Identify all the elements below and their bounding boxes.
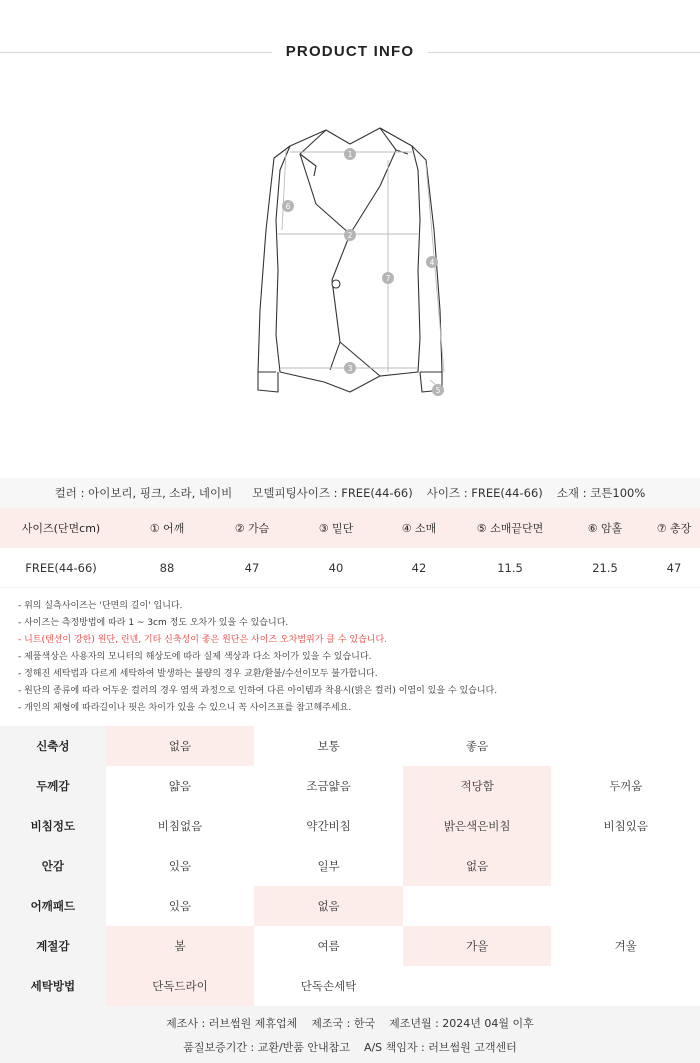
feature-option: 단독손세탁 [254, 966, 403, 1006]
feature-option: 약간비침 [254, 806, 403, 846]
manufacturer-footer [0, 1006, 700, 1063]
date-info: 제조년월 : 2024년 04월 이후 [389, 1017, 534, 1030]
note-line: - 원단의 종류에 따라 어두운 컬러의 경우 염색 과정으로 인하여 다른 아이템과 착용시(밝은 컬러) 이염이 있을 수 있습니다. [18, 686, 498, 696]
note-line: - 사이즈는 측정방법에 따라 1 ~ 3cm 정도 오차가 있을 수 있습니다. [18, 618, 289, 628]
feature-table [0, 726, 700, 1006]
feature-option: 두꺼움 [551, 766, 700, 806]
note-line: - 개인의 체형에 따라길이나 핏은 차이가 있을 수 있으니 꼭 사이즈표를 참고해주세요. [18, 703, 352, 713]
note-line-warning: - 니트(텐션이 강한) 원단, 린넨, 기타 신축성이 좋은 원단은 사이즈 오차범위가 클 수 있습니다. [18, 635, 388, 645]
feature-row-sheerness [0, 806, 700, 846]
marker-6 [282, 200, 294, 212]
feature-label: 두께감 [0, 766, 106, 806]
color-info: 컬러 : 아이보리, 핑크, 소라, 네이비 [54, 486, 233, 500]
svg-text:2: 2 [347, 231, 353, 240]
marker-1 [344, 148, 356, 160]
feature-row-thickness [0, 766, 700, 806]
feature-label: 세탁방법 [0, 966, 106, 1006]
size-header-cell: ② 가슴 [234, 522, 270, 535]
size-cell: 21.5 [592, 560, 618, 575]
page-title: PRODUCT INFO [285, 43, 415, 60]
feature-option-selected: 가을 [403, 926, 552, 966]
model-size-info: 모델피팅사이즈 : FREE(44-66) [252, 486, 413, 500]
feature-option: 일부 [254, 846, 403, 886]
feature-row-lining [0, 846, 700, 886]
size-header-cell: 사이즈(단면cm) [21, 522, 101, 535]
marker-2 [344, 229, 356, 241]
feature-option-empty [551, 966, 700, 1006]
table-row [0, 548, 700, 588]
header-divider-right [428, 52, 700, 53]
maker-info: 제조사 : 러브썸원 제휴업체 [166, 1017, 298, 1030]
feature-option: 여름 [254, 926, 403, 966]
feature-label: 비침정도 [0, 806, 106, 846]
size-cell: 11.5 [497, 560, 523, 575]
svg-text:6: 6 [285, 202, 291, 211]
size-header-cell: ⑤ 소매끝단면 [476, 522, 544, 535]
size-cell: 88 [159, 560, 175, 575]
feature-option-empty [403, 966, 552, 1006]
feature-label: 안감 [0, 846, 106, 886]
feature-row-season [0, 926, 700, 966]
marker-4 [426, 256, 438, 268]
feature-option-selected: 없음 [403, 846, 552, 886]
size-notes [18, 598, 688, 717]
feature-option-selected: 없음 [254, 886, 403, 926]
feature-row-stretch [0, 726, 700, 766]
feature-label: 어깨패드 [0, 886, 106, 926]
feature-option-empty [551, 886, 700, 926]
size-header-cell: ⑥ 암홀 [587, 522, 623, 535]
jacket-illustration [230, 110, 470, 410]
feature-option: 보통 [254, 726, 403, 766]
feature-option-selected: 봄 [106, 926, 255, 966]
feature-option: 비침없음 [106, 806, 255, 846]
footer-line [0, 1035, 700, 1059]
as-info: A/S 책임자 : 러브썸원 고객센터 [363, 1041, 517, 1054]
feature-option: 좋음 [403, 726, 552, 766]
size-cell: 47 [244, 560, 260, 575]
size-header-cell: ③ 밑단 [318, 522, 354, 535]
feature-option-selected: 없음 [106, 726, 255, 766]
feature-row-shoulder-pad [0, 886, 700, 926]
feature-option-empty [403, 886, 552, 926]
feature-row-washing [0, 966, 700, 1006]
size-table [0, 508, 700, 588]
size-header-cell: ⑦ 총장 [656, 522, 692, 535]
marker-7 [382, 272, 394, 284]
country-info: 제조국 : 한국 [311, 1017, 376, 1030]
size-cell: 42 [411, 560, 427, 575]
warranty-info: 품질보증기간 : 교환/반품 안내참고 [183, 1041, 350, 1054]
header-divider-left [0, 52, 272, 53]
feature-option: 겨울 [551, 926, 700, 966]
size-info: 사이즈 : FREE(44-66) [426, 486, 543, 500]
feature-option-empty [551, 726, 700, 766]
feature-option: 조금얇음 [254, 766, 403, 806]
material-info: 소재 : 코튼100% [556, 486, 646, 500]
feature-label: 계절감 [0, 926, 106, 966]
feature-option-selected: 적당함 [403, 766, 552, 806]
note-line: - 위의 실측사이즈는 '단면의 길이' 입니다. [18, 601, 183, 611]
size-table-header [0, 508, 700, 548]
feature-option: 있음 [106, 886, 255, 926]
size-cell: 40 [328, 560, 344, 575]
feature-option-selected: 밝은색은비침 [403, 806, 552, 846]
feature-option: 있음 [106, 846, 255, 886]
feature-option: 비침있음 [551, 806, 700, 846]
svg-text:4: 4 [429, 258, 435, 267]
feature-option: 얇음 [106, 766, 255, 806]
note-line: - 정해진 세탁법과 다르게 세탁하여 발생하는 불량의 경우 교환/환불/수선이모두 불가합니다. [18, 669, 378, 679]
feature-option-empty [551, 846, 700, 886]
svg-text:5: 5 [435, 386, 441, 395]
size-header-cell: ④ 소매 [401, 522, 437, 535]
size-header-cell: ① 어깨 [149, 522, 185, 535]
note-line: - 제품색상은 사용자의 모니터의 해상도에 따라 실제 색상과 다소 차이가 있을 수 있습니다. [18, 652, 372, 662]
product-info-header [0, 0, 700, 106]
svg-text:3: 3 [347, 364, 353, 373]
size-cell: FREE(44-66) [25, 560, 97, 575]
feature-option-selected: 단독드라이 [106, 966, 255, 1006]
svg-text:1: 1 [347, 150, 353, 159]
product-summary-bar [0, 478, 700, 508]
footer-line [0, 1011, 700, 1035]
feature-label: 신축성 [0, 726, 106, 766]
button-shape [332, 280, 340, 288]
marker-5 [432, 384, 444, 396]
marker-3 [344, 362, 356, 374]
size-cell: 47 [666, 560, 682, 575]
svg-text:7: 7 [385, 274, 391, 283]
